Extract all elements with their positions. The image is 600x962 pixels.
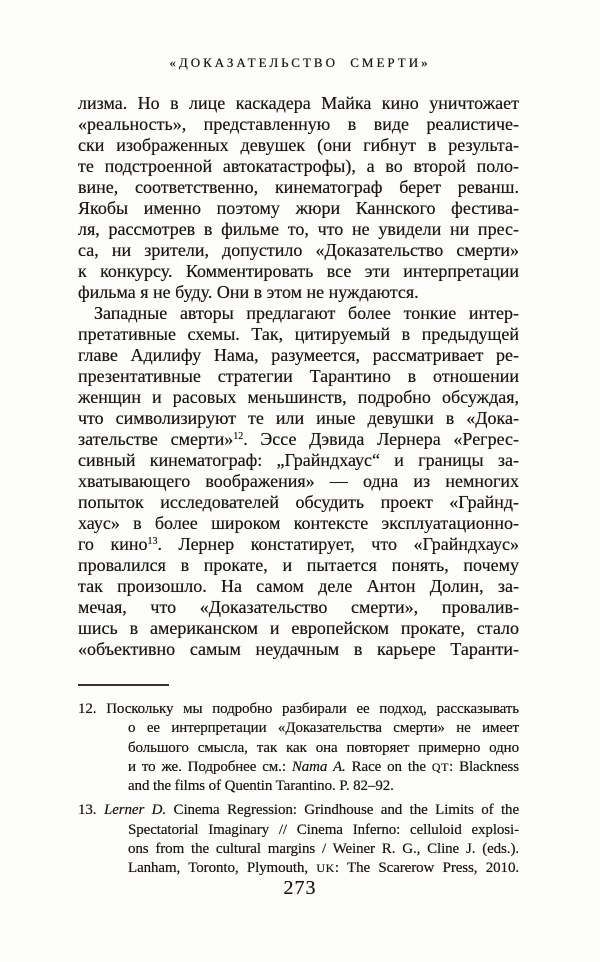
text-segment: ons from the cultural margins / Weiner R. G., Cline J. (eds.). (128, 841, 519, 858)
text-line (78, 429, 519, 450)
footnotes-block (78, 700, 519, 879)
text-segment: фильма я не буду. Они в этом не нуждаются. (78, 282, 419, 302)
footnote-separator-rule (78, 684, 169, 686)
text-segment: Якобы именно поэтому жюри Каннского фестива- (78, 198, 519, 218)
small-caps-text: UK (316, 861, 335, 876)
running-head: «ДОКАЗАТЕЛЬСТВО СМЕРТИ» (169, 55, 431, 70)
text-segment: шись в американском и европейском прокате, стало (78, 618, 519, 638)
text-line (78, 198, 519, 219)
text-line (78, 576, 519, 597)
text-segment: са, ни зрители, допустило «Доказательство смерти» (78, 240, 519, 260)
text-segment: and the films of Quentin Tarantino. P. 82–92. (128, 778, 394, 795)
text-segment: . Лернер констатирует, что «Грайндхаус» (157, 534, 519, 554)
footnote-ref-superscript: 13 (147, 536, 158, 547)
text-segment: большого смысла, так как она повторяет примерно одно (128, 739, 519, 756)
text-line (78, 555, 519, 576)
text-segment: презентативные стратегии Тарантино в отношении (78, 366, 519, 386)
italic-citation: Nama A. (291, 758, 346, 775)
paragraph-western-authors (78, 303, 519, 660)
text-segment: го кино (78, 534, 148, 554)
text-segment: лизма. Но в лице каскадера Майка кино уничтожает (78, 93, 519, 113)
text-segment: зательстве смерти» (78, 429, 234, 449)
text-line (128, 719, 519, 738)
text-line (78, 492, 519, 513)
text-segment: главе Адилифу Нама, разумеется, рассматривает ре- (78, 345, 519, 365)
paragraph-continuation (78, 93, 519, 303)
text-segment: те подстроенной автокатастрофы), а во второй поло- (78, 156, 519, 176)
text-line (78, 345, 519, 366)
text-segment: ски изображенных девушек (они гибнут в результа- (78, 135, 519, 155)
text-line (78, 177, 519, 198)
text-line (78, 93, 519, 114)
text-line (78, 303, 519, 324)
text-segment: сивный кинематограф: „Грайндхаус“ и границы за- (78, 450, 519, 470)
text-line (78, 597, 519, 618)
footnote-ref-superscript: 12 (233, 431, 244, 442)
text-line (128, 777, 519, 796)
footnote-12 (78, 700, 519, 796)
text-line (78, 219, 519, 240)
text-segment: : The Scarerow Press, 2010. (334, 860, 519, 877)
text-line (78, 471, 519, 492)
text-segment: попыток исследователей обсудить проект «Грайнд- (78, 492, 519, 512)
text-segment: провалился в прокате, и пытается понять, почему (78, 555, 519, 575)
text-segment: вине, соответственно, кинематограф берет реванш. (78, 177, 519, 197)
text-line (78, 282, 519, 303)
text-segment: и то же. Подробнее см.: (128, 758, 292, 775)
text-segment: ля, рассмотрев в фильме то, что не увидели ни прес- (78, 219, 519, 239)
footnote-13 (78, 801, 519, 878)
text-segment: : Blackness (449, 758, 520, 775)
text-segment: Cinema Regression: Grindhouse and the Limits of the (166, 802, 520, 819)
text-segment: Race on the (345, 758, 432, 775)
text-line (78, 450, 519, 471)
text-line (78, 387, 519, 408)
text-line (128, 821, 519, 840)
text-line (78, 801, 519, 820)
text-segment: «реальность», представленную в виде реалистиче- (78, 114, 519, 134)
text-segment: хватывающего воображения» — одна из немногих (78, 471, 519, 491)
text-line (78, 324, 519, 345)
text-segment: 13. (78, 802, 104, 819)
text-segment: к конкурсу. Комментировать все эти интерпретации (78, 261, 519, 281)
text-line (78, 114, 519, 135)
text-line (78, 261, 519, 282)
text-line (78, 156, 519, 177)
text-segment: . Эссе Дэвида Лернера «Регрес- (243, 429, 519, 449)
small-caps-text: QT (431, 759, 450, 774)
text-segment: 12. Поскольку мы подробно разбирали ее подход, рассказывать (78, 701, 519, 717)
text-segment: мечая, что «Доказательство смерти», провалив- (78, 597, 519, 617)
text-segment: женщин и расовых меньшинств, подробно обсуждая, (78, 387, 519, 407)
text-segment: Западные авторы предлагают более тонкие интер- (94, 303, 519, 323)
text-segment: так произошло. На самом деле Антон Долин, за- (78, 576, 519, 596)
text-segment: о ее интерпретации «Доказательства смерти» не имеет (128, 720, 519, 737)
body-text (78, 93, 519, 660)
text-line (78, 534, 519, 555)
page-number: 273 (283, 877, 317, 899)
text-line (78, 366, 519, 387)
text-segment: «объективно самым неудачным в карьере Таранти- (78, 639, 519, 659)
text-line (78, 240, 519, 261)
text-line (78, 135, 519, 156)
text-segment: что символизируют те или иные девушки в «Дока- (78, 408, 519, 428)
text-line (78, 639, 519, 660)
text-segment: Lanham, Toronto, Plymouth, (128, 860, 317, 877)
text-line (78, 700, 519, 719)
italic-citation: Lerner D. (103, 802, 167, 819)
text-line (128, 840, 519, 859)
text-segment: хаус» в более широком контексте эксплуатационно- (78, 513, 519, 533)
text-line (78, 408, 519, 429)
text-line (128, 739, 519, 758)
text-segment: Spectatorial Imaginary // Cinema Inferno: celluloid explosi- (128, 821, 519, 838)
text-line (78, 618, 519, 639)
text-line (128, 859, 519, 878)
text-segment: претативные схемы. Так, цитируемый в предыдущей (78, 324, 519, 344)
text-line (78, 513, 519, 534)
text-line (128, 758, 519, 777)
